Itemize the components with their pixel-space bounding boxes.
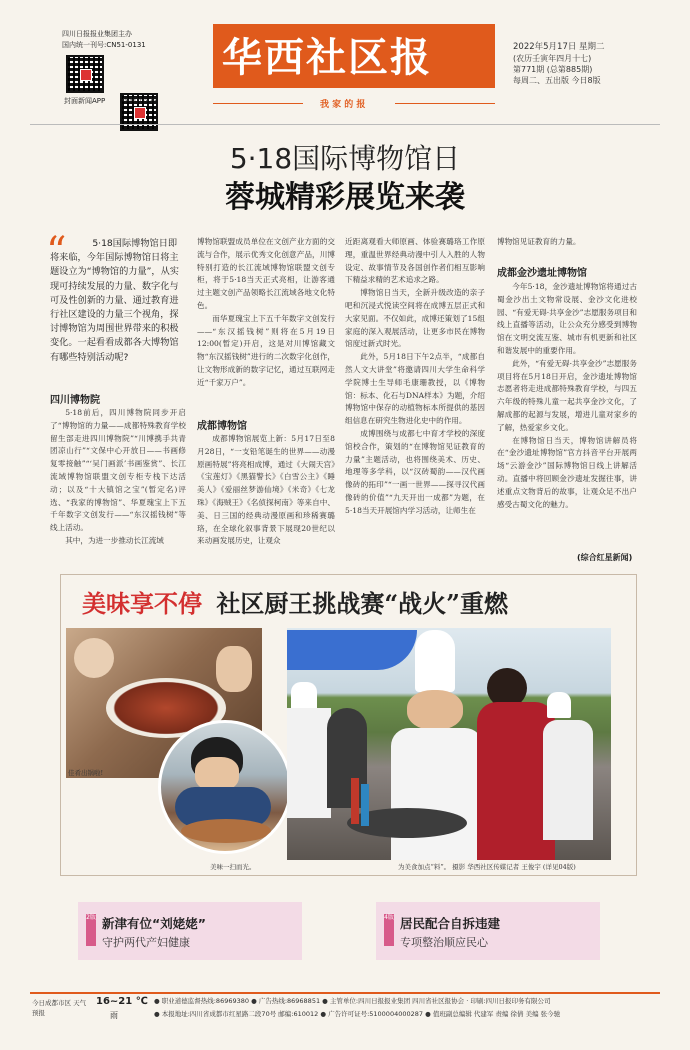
headline-line1: 5·18国际博物馆日 [229, 142, 461, 175]
col1-para1: 5·18前后，四川博物院同步开启了“博物馆的力量——成都特殊教育学校留生部走进四川博物院”“川博携手共青团凉山行”“文保中心开放日——书画修复零接触”“‘吴门画派’书画鉴赏”、长江流域博物馆联盟文创专柜专栈下达活动；以及“十大镇馆之宝”(暂定名)评选、“我家的博物馆”、华夏瑰宝上下五千年数字文创发行——“东汉摇钱树”等线上活动。 [50, 408, 186, 533]
col3-para1: 近距离观看大师原画、体验赛璐珞工作原理，重温世界经典动漫中引人入胜的人物设定、故事情节及各国创作者们相互影响下精益求精的艺术追求之路。 [345, 237, 485, 285]
hand-shape-right [216, 646, 252, 692]
issue-info [513, 42, 605, 86]
header-divider [30, 124, 660, 125]
boy-face [195, 757, 239, 791]
quote-mark-icon: “ [46, 229, 67, 275]
footer-line2: ● 本报地址:四川省成都市红星路二段70号 邮编:610012 ● 广告许可证号:5100004000287 ● 值班副总编辑 代建军 责编 徐倩 美编 张今驰 [154, 1010, 561, 1018]
blue-tent [287, 630, 417, 670]
water-bottle [361, 784, 369, 826]
slogan-rule-left [213, 103, 303, 104]
col4-para2: 今年5·18，金沙遗址博物馆将通过古蜀金沙出土文物常设展、金沙文化进校园、“有爱无碍·共享金沙”志愿服务项目和线上直播等活动，让公众充分感受到博物馆在文明交流互鉴、城市有机更新和社区和谐发展中的重要作用。 [497, 282, 637, 355]
weather-condition: 雨 [110, 1011, 118, 1020]
slogan-rule-right [395, 103, 495, 104]
sponsor-text: 四川日报报业集团主办 [62, 30, 132, 38]
col2-para1: 博物馆联盟成员单位在文创产业方面的交流与合作，展示优秀文化创意产品，川博特别打造的长江流域博物馆联盟文创专柜，将于5·18当天正式亮相，让游客通过主题文创产品领略长江流域各地文化特色。 [197, 237, 335, 310]
promo-1-subtitle: 守护两代产妇健康 [102, 936, 190, 949]
article-byline: (综合红星新闻) [577, 553, 633, 562]
col4-para4: 在博物馆日当天，博物馆讲解员将在“金沙遗址博物馆”官方抖音平台开展两场“云游金沙”国际博物馆日线上讲解活动。直播中将回顾金沙遗址发掘往事，讲述重点文物背后的故事，让观众足不出户感受古蜀文化的魅力。 [497, 435, 637, 509]
wechat-label: 华西社区报 [122, 97, 157, 105]
promo-1-title: 新津有位“刘姥姥” [102, 916, 206, 931]
weather-temp: 16~21 ℃ [96, 996, 148, 1007]
boy-plate [181, 819, 271, 843]
col4-para3: 此外，“有爱无碍·共享金沙”志愿服务项目将在5月18日开启，金沙遗址博物馆志愿者将走进成都特殊教育学校，与四五六年级的特殊儿童一起共享金沙文化，了解成都的起源与发展，增进儿童对家乡的了解，热爱家乡文化。 [497, 358, 637, 432]
chef-main-body [391, 728, 483, 860]
caption-chefs: 为美食加点“料”。 摄影 华西社区传媒记者 王俊宇 (详见04版) [398, 863, 576, 871]
col2-para3: 成都博物馆展览上新：5月17日至8月28日，“一支铅笔诞生的世界——动漫原画特展”将亮相成博，通过《大闹天宫》《宝莲灯》《黑猫警长》《白雪公主》《睡美人》《爱丽丝梦游仙境》《米奇》《七龙珠》《海贼王》《名侦探柯南》等来自中、美、日三国的经典动漫原画和珍稀赛璐珞，在全球化叙事背景下展现20世纪以来动画发展历史，让观众 [197, 434, 335, 546]
col3-para3: 此外，5月18日下午2点半，“成都自然人文大讲堂”将邀请四川大学生命科学学院博士生导师毛康珊教授，以《博物馆：标本、化石与DNA样本》为题，介绍博物馆中保存的动植物标本所提供的基因组信息在研究生物进化史中的作用。 [345, 352, 485, 426]
issue-number: 第771期 (总第885期) [513, 65, 593, 74]
app-label: 封面新闻APP [64, 97, 106, 105]
article-col2b [197, 433, 335, 548]
weather-label: 今日成都市区 天气预报 [32, 999, 87, 1017]
chef-left [287, 708, 331, 818]
col1-para2: 其中，为进一步推动长江流域 [65, 535, 164, 545]
promo-2-tag: 4版 [384, 914, 394, 946]
promo-2-subtitle: 专项整治顺应民心 [400, 936, 488, 949]
photo-chefs [287, 628, 611, 860]
article-lead: 5·18国际博物馆日即将来临，今年国际博物馆日将主题设立为“博物馆的力量”，从实现可持续发展的力量、数字化与可及性创新的力量、通过教育进行社区建设的力量三个视角，探讨博物馆为周围世界带来的积极变化。一起看看成都各大博物馆有哪些特别活动呢? [50, 238, 179, 363]
issue-lunar: (农历壬寅年四月十七) [513, 54, 592, 63]
article-col2 [197, 236, 335, 390]
app-qr-code [66, 55, 104, 93]
chef-hat-main [415, 630, 455, 692]
footer-line1: ● 职业道德监督热线:86969380 ● 广告热线:86968851 ● 主管单位:四川日报报业集团 四川省社区报协会 · 印刷:四川日报印务有限公司 [154, 997, 551, 1005]
col3-para4: 成博围绕与成都七中育才学校的深度馆校合作，策划的“在博物馆见证教育的力量”主题活动，也将围绕美术、历史、地理等多学科，以“汉砖蜀韵——汉代画像砖的拓印”“一画一世界——探寻汉代画像砖的价值”“九天开出一成都”为题，在5·18当天开展馆内学习活动，让师生在 [345, 428, 485, 515]
newspaper-title: 华西社区报 [222, 35, 432, 81]
col2-para2: 而华夏瑰宝上下五千年数字文创发行——“东汉摇钱树”则将在5月19日12:00(暂定)开启，这是对川博馆藏文物“东汉摇钱树”进行的二次数字化创作，让文物形成新的数字记忆，通过互联网走近“千家万户”。 [197, 313, 335, 387]
promo-box-2[interactable] [376, 902, 600, 960]
hand-shape [74, 638, 114, 678]
promo-1-tag: 2版 [86, 914, 96, 946]
issue-frequency: 每周二、五出版 今日8版 [513, 76, 601, 85]
promo-box-1[interactable] [78, 902, 302, 960]
newspaper-slogan: 我 家 的 报 [320, 100, 366, 110]
cn-number: 国内统一刊号:CN51-0131 [62, 41, 146, 49]
story-title-black: 社区厨王挑战赛“战火”重燃 [216, 589, 508, 618]
headline-line2: 蓉城精彩展览来袭 [225, 180, 465, 215]
story-title-red: 美味享不停 [82, 589, 202, 618]
col4-para1: 博物馆见证教育的力量。 [497, 237, 581, 246]
article-col3 [345, 236, 485, 518]
chef-hat-right [547, 692, 571, 718]
article-col1 [50, 407, 186, 548]
chef-face [407, 690, 463, 730]
section-jinsha-museum: 成都金沙遗址博物馆 [497, 268, 587, 279]
chef-right [543, 720, 593, 840]
promo-2-title: 居民配合自拆违建 [400, 916, 501, 931]
caption-boy: 美味一扫而光。 [210, 863, 256, 871]
caption-dish: 佳肴出锅啦! [68, 769, 104, 777]
section-chengdu-museum: 成都博物馆 [197, 421, 247, 432]
section-sichuan-museum: 四川博物院 [50, 395, 100, 406]
issue-date: 2022年5月17日 星期二 [513, 42, 605, 52]
photo-boy-eating [158, 720, 292, 854]
cooking-story-title [82, 584, 508, 619]
sauce-bottle [351, 778, 359, 824]
article-col4 [497, 236, 637, 249]
article-col4b [497, 281, 637, 511]
col3-para2: 博物馆日当天，全新升级改造的亲子吧和沉浸式悦读空间将在成博五层正式和大家见面。不仅如此，成博还策划了15组家庭的深入观展活动，让更多市民在博物馆度过新式时光。 [345, 288, 485, 349]
